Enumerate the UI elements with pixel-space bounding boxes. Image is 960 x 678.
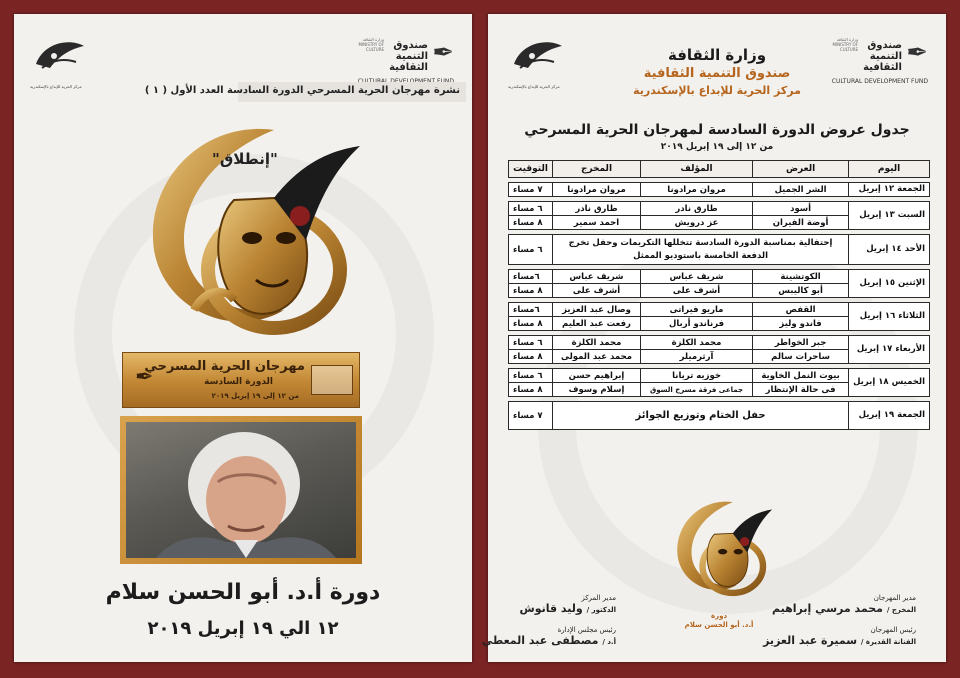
row-author: أشرف على (640, 284, 752, 298)
row-director: احمد سمير (553, 216, 641, 230)
table-row (509, 235, 930, 265)
row-show: فاندو وليز (753, 317, 849, 331)
row-event: إحتفالية بمناسبة الدورة السادسة تتخللها التكريمات وحفل تخرج الدفعة الخامسة باستوديو الممثل (553, 235, 849, 265)
row-author: جماعى فرقة مسرح السوق (640, 383, 752, 397)
row-director: وصال عبد العزيز (553, 303, 641, 317)
row-time: ٨ مساء (509, 216, 553, 230)
header-day: اليوم (849, 161, 930, 178)
festival-president-role: رئيس المهرجان (870, 626, 916, 634)
center-director-role: مدير المركز (581, 594, 616, 602)
row-time: ٦ مساء (509, 369, 553, 383)
fund-name: صندوق التنمية الثقافية (643, 66, 791, 81)
row-time: ٦ مساء (509, 202, 553, 216)
row-show: ساحرات سالم (753, 350, 849, 364)
row-day: الأحد ١٤ إبريل (849, 235, 930, 265)
row-time: ٨ مساء (509, 317, 553, 331)
festival-mask-emblem-icon (664, 488, 774, 608)
ministry-name: وزارة الثقافة (667, 46, 767, 64)
row-time: ٨ مساء (509, 284, 553, 298)
header-author: المؤلف (640, 161, 752, 178)
header-director: المخرج (553, 161, 641, 178)
row-show: جبر الخواطر (753, 336, 849, 350)
table-row (509, 270, 930, 284)
festival-mask-emblem-icon (124, 110, 364, 350)
row-show: بيوت النمل الخاوية (753, 369, 849, 383)
banner-festival-icon: ✒ (135, 365, 154, 390)
festival-banner (122, 352, 360, 408)
row-show: أبو كاليبس (753, 284, 849, 298)
ministry-small-text: وزارة الثقافة MINISTRY OF CULTURE (358, 37, 384, 52)
table-row (509, 183, 930, 197)
header-show: العرض (753, 161, 849, 178)
festival-president-prefix: الفنانة القديرة / (860, 638, 916, 646)
row-show: القفص (753, 303, 849, 317)
honoree-title: دورة أ.د. أبو الحسن سلام (105, 580, 381, 605)
row-author: فرناندو أربال (640, 317, 752, 331)
row-director: محمد عبد المولى (553, 350, 641, 364)
ministry-small-text: وزارة الثقافة MINISTRY OF CULTURE (832, 37, 858, 52)
center-director-signature (520, 594, 616, 615)
table-row (509, 369, 930, 383)
banner-title: مهرجان الحرية المسرحي (144, 359, 305, 374)
honoree-photo-frame (120, 416, 362, 564)
schedule-page (481, 14, 946, 662)
festival-logo-icon (30, 34, 90, 82)
board-role: رئيس مجلس الإدارة (557, 626, 616, 634)
row-time: ٨ مساء (509, 383, 553, 397)
banner-dates: من ١٢ إلى ١٩ إبريل ٢٠١٩ (211, 392, 299, 400)
row-director: إبراهيم حسن (553, 369, 641, 383)
row-author: طارق نادر (640, 202, 752, 216)
festival-director-role: مدير المهرجان (873, 594, 916, 602)
launch-headline: "إنطلاق" (212, 150, 278, 168)
row-director: مروان مرادونا (553, 183, 641, 197)
festival-president-name: سميرة عبد العزيز (763, 634, 858, 647)
header-time: التوقيت (509, 161, 553, 178)
row-time: ٧ مساء (509, 402, 553, 430)
center-director-name: وليد قانوش (519, 602, 583, 615)
schedule-dates: من ١٢ إلى ١٩ إبريل ٢٠١٩ (660, 142, 774, 152)
row-author: ماريو فيراتى (640, 303, 752, 317)
emblem-caption (664, 612, 774, 630)
center-name: مركز الحرية للإبداع بالإسكندرية (633, 84, 801, 97)
fund-logo-arabic: صندوق التنمية الثقافية (389, 40, 428, 73)
row-time: ٦ مساء (509, 336, 553, 350)
row-day: الجمعة ١٢ إبريل (849, 183, 930, 197)
schedule-title: جدول عروض الدورة السادسة لمهرجان الحرية المسرحي (524, 122, 910, 138)
festival-logo-caption: مركز الحرية للإبداع بالإسكندرية (30, 84, 82, 89)
emblem-caption-name: أ.د. أبو الحسن سلام (684, 621, 754, 629)
row-time: ٦مساء (509, 270, 553, 284)
row-author: مروان مرادونا (640, 183, 752, 197)
row-author: شريف عباس (640, 270, 752, 284)
row-show: أسود (753, 202, 849, 216)
row-time: ٦ مساء (509, 235, 553, 265)
festival-director-name: محمد مرسي إبراهيم (772, 602, 883, 615)
row-director: طارق نادر (553, 202, 641, 216)
row-day: الجمعة ١٩ إبريل (849, 402, 930, 430)
row-show: أوضة الفيران (753, 216, 849, 230)
row-show: فى حالة الإنتظار (753, 383, 849, 397)
row-time: ٦مساء (509, 303, 553, 317)
bulletin-cover-page (14, 14, 472, 662)
row-day: الأربعاء ١٧ إبريل (849, 336, 930, 364)
row-event: حفل الختام وتوزيع الجوائز (553, 402, 849, 430)
board-name: مصطفى عبد المعطي (481, 634, 599, 647)
row-show: الكوتشينة (753, 270, 849, 284)
table-row (509, 336, 930, 350)
fund-feather-icon: ✒ (432, 38, 454, 68)
row-author: خوزيه تريانا (640, 369, 752, 383)
row-director: رفعت عبد العليم (553, 317, 641, 331)
row-day: الثلاثاء ١٦ إبريل (849, 303, 930, 331)
festival-logo-caption: مركز الحرية للإبداع بالإسكندرية (508, 84, 560, 89)
honoree-photo (126, 422, 356, 558)
table-row (509, 202, 930, 216)
board-president-signature (482, 626, 616, 647)
festival-president-signature (763, 626, 916, 647)
row-author: آرثرميلر (640, 350, 752, 364)
table-header-row (509, 161, 930, 178)
schedule-table (508, 160, 930, 430)
row-time: ٧ مساء (509, 183, 553, 197)
row-time: ٨ مساء (509, 350, 553, 364)
row-director: إسلام وسوف (553, 383, 641, 397)
fund-logo-arabic: صندوق التنمية الثقافية (863, 40, 902, 73)
festival-director-prefix: المخرج / (886, 606, 916, 614)
row-author: عز درويش (640, 216, 752, 230)
center-director-prefix: الدكتور / (586, 606, 616, 614)
row-day: السبت ١٣ إبريل (849, 202, 930, 230)
banner-edition: الدورة السادسة (204, 377, 273, 387)
board-prefix: أ.د / (602, 638, 616, 646)
honoree-portrait-icon (126, 422, 356, 558)
fund-feather-icon: ✒ (906, 38, 928, 68)
festival-dates: ١٢ الي ١٩ إبريل ٢٠١٩ (147, 618, 339, 639)
row-director: أشرف على (553, 284, 641, 298)
row-show: الشر الجميل (753, 183, 849, 197)
row-author: محمد الكلزة (640, 336, 752, 350)
fund-logo-english: CULTURAL DEVELOPMENT FUND (831, 78, 928, 85)
emblem-caption-label: دورة (710, 612, 728, 620)
festival-logo (30, 34, 90, 94)
row-director: محمد الكلزة (553, 336, 641, 350)
row-day: الإثنين ١٥ إبريل (849, 270, 930, 298)
table-row (509, 402, 930, 430)
banner-fund-icon (311, 365, 353, 395)
row-day: الخميس ١٨ إبريل (849, 369, 930, 397)
table-row (509, 303, 930, 317)
bulletin-header: نشرة مهرجان الحرية المسرحي الدورة السادسة العدد الأول ( ١ ) (238, 82, 466, 102)
row-director: شريف عباس (553, 270, 641, 284)
festival-director-signature (772, 594, 916, 615)
